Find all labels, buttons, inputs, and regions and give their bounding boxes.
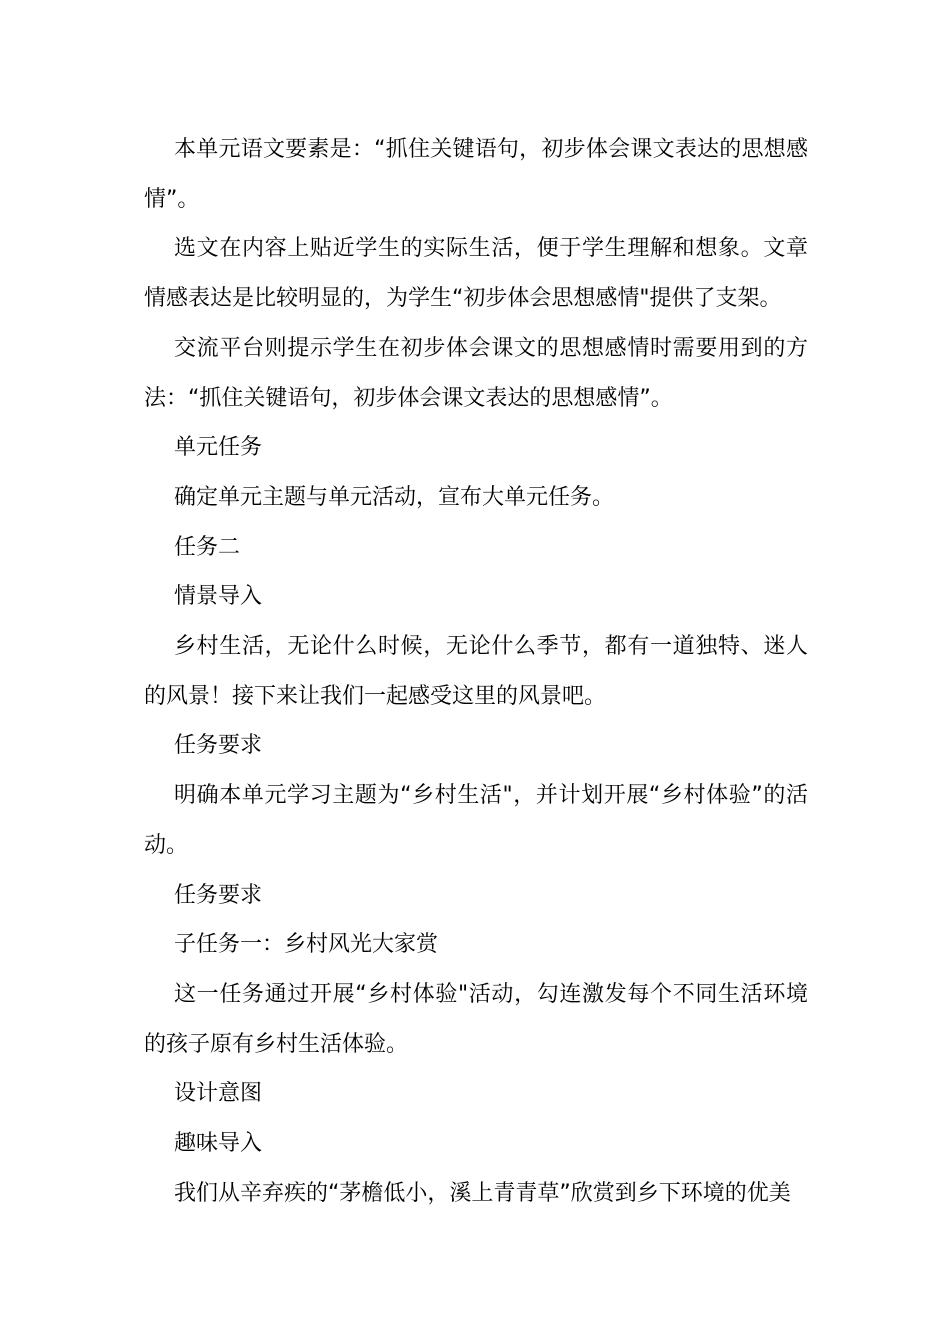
heading-task-two: 任务二 — [174, 534, 241, 560]
heading-fun-intro: 趣味导入 — [174, 1131, 263, 1157]
paragraph-3: 交流平台则提示学生在初步体会课文的思想感情时需要用到的方法：“抓住关键语句，初步体会课文表达的思想感情”。 — [144, 335, 808, 411]
paragraph-5: 确定单元主题与单元活动，宣布大单元任务。 — [174, 484, 615, 510]
heading-subtask-one: 子任务一：乡村风光大家赏 — [174, 932, 439, 958]
paragraph-16: 我们从辛弃疾的“茅檐低小，溪上青青草”欣赏到乡下环境的优美 — [174, 1180, 791, 1206]
paragraph-2: 选文在内容上贴近学生的实际生活，便于学生理解和想象。文章情感表达是比较明显的，为学生“初步体会思想感情"提供了支架。 — [144, 236, 808, 312]
document-body — [144, 125, 808, 1218]
heading-design-intent: 设计意图 — [174, 1081, 263, 1107]
heading-scene-intro: 情景导入 — [174, 584, 263, 610]
paragraph-1: 本单元语文要素是：“抓住关键语句，初步体会课文表达的思想感情”。 — [144, 137, 808, 212]
heading-unit-task: 单元任务 — [174, 435, 263, 461]
paragraph-10: 明确本单元学习主题为“乡村生活"，并计划开展“乡村体验”的活动。 — [144, 783, 808, 858]
heading-task-requirement-2: 任务要求 — [174, 882, 263, 908]
paragraph-13: 这一任务通过开展“乡村体验"活动，勾连激发每个不同生活环境的孩子原有乡村生活体验。 — [144, 981, 808, 1057]
heading-task-requirement-1: 任务要求 — [174, 733, 263, 759]
paragraph-8: 乡村生活，无论什么时候，无论什么季节，都有一道独特、迷人的风景！接下来让我们一起感受这里的风景吧。 — [144, 634, 808, 709]
